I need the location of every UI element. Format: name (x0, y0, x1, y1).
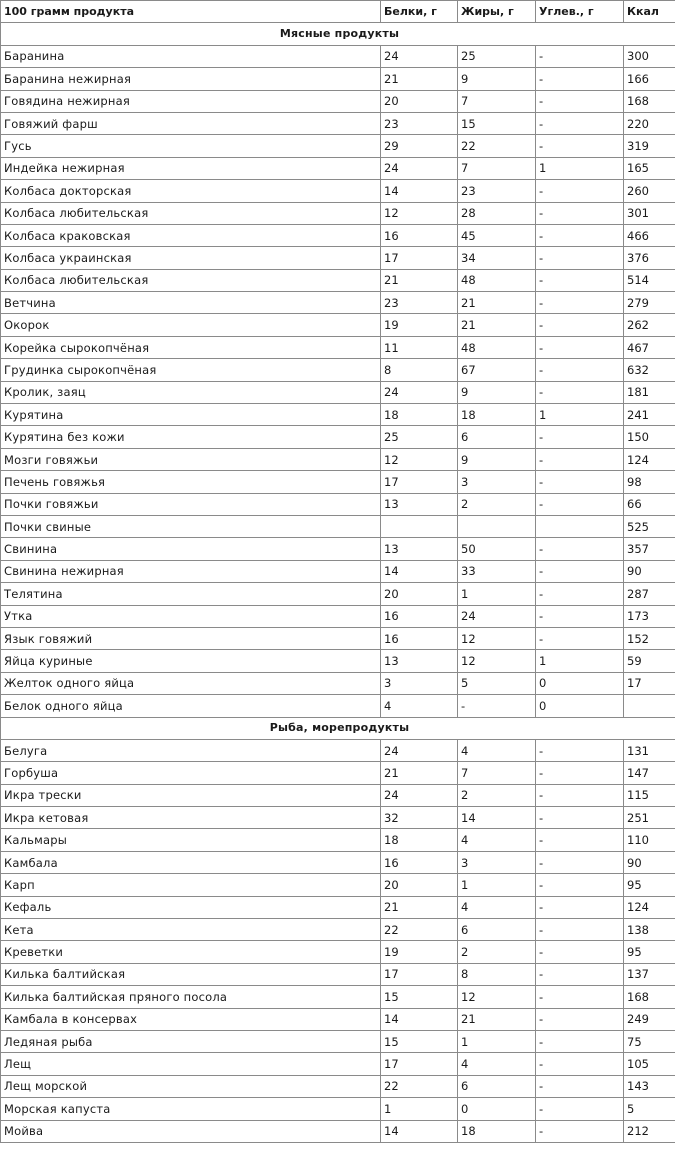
carbs-cell: - (536, 583, 624, 605)
table-row (1, 583, 675, 605)
product-name-cell: Килька балтийская (1, 963, 381, 985)
carbs-cell: - (536, 1008, 624, 1030)
table-row (1, 829, 675, 851)
kcal-cell: 138 (624, 919, 675, 941)
protein-cell: 8 (381, 359, 458, 381)
protein-cell: 14 (381, 560, 458, 582)
protein-cell: 14 (381, 180, 458, 202)
product-name-cell: Баранина нежирная (1, 68, 381, 90)
product-name-cell: Икра трески (1, 784, 381, 806)
carbs-cell: - (536, 269, 624, 291)
product-name-cell: Кролик, заяц (1, 381, 381, 403)
kcal-cell: 249 (624, 1008, 675, 1030)
protein-cell: 12 (381, 202, 458, 224)
product-name-cell: Язык говяжий (1, 627, 381, 649)
kcal-cell: 131 (624, 739, 675, 761)
table-row (1, 448, 675, 470)
fat-cell: 7 (458, 90, 536, 112)
fat-cell: 21 (458, 292, 536, 314)
kcal-cell: 59 (624, 650, 675, 672)
kcal-cell: 137 (624, 963, 675, 985)
carbs-cell: - (536, 986, 624, 1008)
protein-cell: 15 (381, 986, 458, 1008)
kcal-cell: 115 (624, 784, 675, 806)
section-header-row (1, 717, 675, 739)
product-name-cell: Желток одного яйца (1, 672, 381, 694)
kcal-cell: 147 (624, 762, 675, 784)
protein-cell: 21 (381, 762, 458, 784)
kcal-cell: 181 (624, 381, 675, 403)
kcal-cell: 168 (624, 986, 675, 1008)
carbs-cell: - (536, 874, 624, 896)
kcal-cell: 300 (624, 45, 675, 67)
protein-cell: 16 (381, 605, 458, 627)
kcal-cell: 466 (624, 224, 675, 246)
table-row (1, 1008, 675, 1030)
table-row (1, 112, 675, 134)
protein-cell: 20 (381, 874, 458, 896)
protein-cell: 17 (381, 247, 458, 269)
product-name-cell: Гусь (1, 135, 381, 157)
protein-cell: 18 (381, 404, 458, 426)
table-row (1, 672, 675, 694)
table-row (1, 986, 675, 1008)
table-row (1, 896, 675, 918)
carbs-cell: - (536, 605, 624, 627)
kcal-cell: 376 (624, 247, 675, 269)
product-name-cell: Колбаса любительская (1, 202, 381, 224)
header-carbs: Углев., г (536, 1, 624, 23)
protein-cell: 1 (381, 1098, 458, 1120)
kcal-cell: 287 (624, 583, 675, 605)
table-row (1, 68, 675, 90)
kcal-cell: 143 (624, 1075, 675, 1097)
carbs-cell: - (536, 807, 624, 829)
fat-cell: 18 (458, 1120, 536, 1142)
table-row (1, 650, 675, 672)
carbs-cell: - (536, 426, 624, 448)
fat-cell: 8 (458, 963, 536, 985)
product-name-cell: Печень говяжья (1, 471, 381, 493)
table-row (1, 851, 675, 873)
product-name-cell: Колбаса краковская (1, 224, 381, 246)
kcal-cell (624, 695, 675, 717)
product-name-cell: Белуга (1, 739, 381, 761)
kcal-cell: 301 (624, 202, 675, 224)
section-title: Мясные продукты (1, 23, 675, 45)
table-row (1, 538, 675, 560)
kcal-cell: 90 (624, 851, 675, 873)
table-row (1, 1098, 675, 1120)
product-name-cell: Говядина нежирная (1, 90, 381, 112)
carbs-cell: 1 (536, 404, 624, 426)
table-row (1, 493, 675, 515)
header-fat: Жиры, г (458, 1, 536, 23)
fat-cell: 5 (458, 672, 536, 694)
protein-cell: 24 (381, 739, 458, 761)
carbs-cell: - (536, 471, 624, 493)
fat-cell: 2 (458, 784, 536, 806)
carbs-cell: 1 (536, 157, 624, 179)
carbs-cell: - (536, 896, 624, 918)
protein-cell: 13 (381, 650, 458, 672)
kcal-cell: 251 (624, 807, 675, 829)
table-row (1, 515, 675, 537)
product-name-cell: Курятина без кожи (1, 426, 381, 448)
product-name-cell: Говяжий фарш (1, 112, 381, 134)
product-name-cell: Колбаса украинская (1, 247, 381, 269)
kcal-cell: 514 (624, 269, 675, 291)
fat-cell: 12 (458, 986, 536, 1008)
product-name-cell: Креветки (1, 941, 381, 963)
fat-cell: 7 (458, 762, 536, 784)
carbs-cell: - (536, 538, 624, 560)
carbs-cell: - (536, 851, 624, 873)
fat-cell: 1 (458, 874, 536, 896)
table-row (1, 605, 675, 627)
kcal-cell: 98 (624, 471, 675, 493)
carbs-cell: - (536, 359, 624, 381)
fat-cell: 25 (458, 45, 536, 67)
product-name-cell: Колбаса докторская (1, 180, 381, 202)
section-header-row (1, 23, 675, 45)
header-kcal: Ккал (624, 1, 675, 23)
protein-cell: 21 (381, 68, 458, 90)
carbs-cell: - (536, 493, 624, 515)
kcal-cell: 5 (624, 1098, 675, 1120)
table-row (1, 269, 675, 291)
fat-cell: 1 (458, 583, 536, 605)
protein-cell: 22 (381, 919, 458, 941)
protein-cell: 32 (381, 807, 458, 829)
product-name-cell: Ледяная рыба (1, 1030, 381, 1052)
carbs-cell: - (536, 829, 624, 851)
kcal-cell: 124 (624, 896, 675, 918)
protein-cell: 11 (381, 336, 458, 358)
kcal-cell: 110 (624, 829, 675, 851)
table-row (1, 762, 675, 784)
product-name-cell: Морская капуста (1, 1098, 381, 1120)
fat-cell: 4 (458, 739, 536, 761)
fat-cell: 21 (458, 1008, 536, 1030)
product-name-cell: Телятина (1, 583, 381, 605)
carbs-cell: - (536, 448, 624, 470)
table-body (1, 23, 675, 1143)
table-row (1, 292, 675, 314)
protein-cell: 21 (381, 896, 458, 918)
table-row (1, 224, 675, 246)
kcal-cell: 150 (624, 426, 675, 448)
carbs-cell (536, 515, 624, 537)
kcal-cell: 66 (624, 493, 675, 515)
kcal-cell: 17 (624, 672, 675, 694)
fat-cell: 24 (458, 605, 536, 627)
table-row (1, 1075, 675, 1097)
table-row (1, 739, 675, 761)
kcal-cell: 525 (624, 515, 675, 537)
product-name-cell: Камбала (1, 851, 381, 873)
product-name-cell: Кальмары (1, 829, 381, 851)
table-row (1, 874, 675, 896)
fat-cell: 12 (458, 650, 536, 672)
product-name-cell: Лещ морской (1, 1075, 381, 1097)
kcal-cell: 467 (624, 336, 675, 358)
protein-cell: 16 (381, 851, 458, 873)
carbs-cell: 0 (536, 672, 624, 694)
protein-cell: 20 (381, 90, 458, 112)
product-name-cell: Почки говяжьи (1, 493, 381, 515)
product-name-cell: Горбуша (1, 762, 381, 784)
kcal-cell: 166 (624, 68, 675, 90)
fat-cell (458, 515, 536, 537)
carbs-cell: - (536, 381, 624, 403)
table-row (1, 247, 675, 269)
kcal-cell: 319 (624, 135, 675, 157)
fat-cell: 9 (458, 68, 536, 90)
kcal-cell: 173 (624, 605, 675, 627)
fat-cell: 18 (458, 404, 536, 426)
protein-cell: 3 (381, 672, 458, 694)
product-name-cell: Белок одного яйца (1, 695, 381, 717)
fat-cell: 4 (458, 1053, 536, 1075)
carbs-cell: 1 (536, 650, 624, 672)
kcal-cell: 220 (624, 112, 675, 134)
protein-cell: 13 (381, 493, 458, 515)
carbs-cell: - (536, 627, 624, 649)
table-row (1, 919, 675, 941)
product-name-cell: Мойва (1, 1120, 381, 1142)
carbs-cell: - (536, 1030, 624, 1052)
fat-cell: 45 (458, 224, 536, 246)
product-name-cell: Мозги говяжьи (1, 448, 381, 470)
fat-cell: 3 (458, 851, 536, 873)
table-row (1, 404, 675, 426)
fat-cell: 48 (458, 269, 536, 291)
kcal-cell: 168 (624, 90, 675, 112)
product-name-cell: Свинина (1, 538, 381, 560)
kcal-cell: 90 (624, 560, 675, 582)
carbs-cell: - (536, 68, 624, 90)
fat-cell: 14 (458, 807, 536, 829)
kcal-cell: 165 (624, 157, 675, 179)
table-row (1, 695, 675, 717)
fat-cell: 9 (458, 381, 536, 403)
header-protein: Белки, г (381, 1, 458, 23)
protein-cell: 21 (381, 269, 458, 291)
product-name-cell: Камбала в консервах (1, 1008, 381, 1030)
table-row (1, 1030, 675, 1052)
table-row (1, 381, 675, 403)
kcal-cell: 95 (624, 941, 675, 963)
product-name-cell: Корейка сырокопчёная (1, 336, 381, 358)
kcal-cell: 152 (624, 627, 675, 649)
product-name-cell: Свинина нежирная (1, 560, 381, 582)
fat-cell: 2 (458, 941, 536, 963)
carbs-cell: 0 (536, 695, 624, 717)
table-row (1, 135, 675, 157)
product-name-cell: Кета (1, 919, 381, 941)
table-row (1, 1120, 675, 1142)
protein-cell: 25 (381, 426, 458, 448)
protein-cell: 16 (381, 627, 458, 649)
fat-cell: 48 (458, 336, 536, 358)
fat-cell: 22 (458, 135, 536, 157)
protein-cell (381, 515, 458, 537)
section-title: Рыба, морепродукты (1, 717, 675, 739)
table-row (1, 784, 675, 806)
kcal-cell: 212 (624, 1120, 675, 1142)
protein-cell: 4 (381, 695, 458, 717)
product-name-cell: Курятина (1, 404, 381, 426)
fat-cell: 6 (458, 919, 536, 941)
kcal-cell: 632 (624, 359, 675, 381)
table-row (1, 45, 675, 67)
table-row (1, 336, 675, 358)
product-name-cell: Окорок (1, 314, 381, 336)
product-name-cell: Кефаль (1, 896, 381, 918)
table-row (1, 202, 675, 224)
carbs-cell: - (536, 247, 624, 269)
kcal-cell: 105 (624, 1053, 675, 1075)
protein-cell: 15 (381, 1030, 458, 1052)
protein-cell: 24 (381, 45, 458, 67)
kcal-cell: 95 (624, 874, 675, 896)
fat-cell: 3 (458, 471, 536, 493)
fat-cell: 12 (458, 627, 536, 649)
protein-cell: 18 (381, 829, 458, 851)
carbs-cell: - (536, 112, 624, 134)
product-name-cell: Грудинка сырокопчёная (1, 359, 381, 381)
protein-cell: 20 (381, 583, 458, 605)
fat-cell: 4 (458, 896, 536, 918)
fat-cell: 21 (458, 314, 536, 336)
carbs-cell: - (536, 1098, 624, 1120)
fat-cell: 6 (458, 1075, 536, 1097)
table-row (1, 941, 675, 963)
carbs-cell: - (536, 135, 624, 157)
carbs-cell: - (536, 963, 624, 985)
carbs-cell: - (536, 45, 624, 67)
table-row (1, 180, 675, 202)
protein-cell: 14 (381, 1008, 458, 1030)
carbs-cell: - (536, 1075, 624, 1097)
table-row (1, 426, 675, 448)
protein-cell: 14 (381, 1120, 458, 1142)
protein-cell: 23 (381, 112, 458, 134)
carbs-cell: - (536, 739, 624, 761)
table-row (1, 963, 675, 985)
product-name-cell: Почки свиные (1, 515, 381, 537)
protein-cell: 19 (381, 314, 458, 336)
product-name-cell: Килька балтийская пряного посола (1, 986, 381, 1008)
product-name-cell: Икра кетовая (1, 807, 381, 829)
fat-cell: 67 (458, 359, 536, 381)
carbs-cell: - (536, 919, 624, 941)
kcal-cell: 241 (624, 404, 675, 426)
product-name-cell: Лещ (1, 1053, 381, 1075)
carbs-cell: - (536, 941, 624, 963)
product-name-cell: Карп (1, 874, 381, 896)
table-row (1, 157, 675, 179)
protein-cell: 29 (381, 135, 458, 157)
fat-cell: 2 (458, 493, 536, 515)
table-row (1, 560, 675, 582)
protein-cell: 24 (381, 381, 458, 403)
product-name-cell: Колбаса любительская (1, 269, 381, 291)
kcal-cell: 279 (624, 292, 675, 314)
protein-cell: 13 (381, 538, 458, 560)
fat-cell: 4 (458, 829, 536, 851)
fat-cell: 1 (458, 1030, 536, 1052)
kcal-cell: 357 (624, 538, 675, 560)
fat-cell: 15 (458, 112, 536, 134)
table-row (1, 807, 675, 829)
table-row (1, 627, 675, 649)
carbs-cell: - (536, 762, 624, 784)
table-row (1, 1053, 675, 1075)
protein-cell: 16 (381, 224, 458, 246)
table-row (1, 359, 675, 381)
protein-cell: 23 (381, 292, 458, 314)
protein-cell: 24 (381, 157, 458, 179)
product-name-cell: Индейка нежирная (1, 157, 381, 179)
product-name-cell: Яйца куриные (1, 650, 381, 672)
header-product: 100 грамм продукта (1, 1, 381, 23)
carbs-cell: - (536, 90, 624, 112)
fat-cell: 7 (458, 157, 536, 179)
fat-cell: 28 (458, 202, 536, 224)
fat-cell: 0 (458, 1098, 536, 1120)
protein-cell: 19 (381, 941, 458, 963)
kcal-cell: 260 (624, 180, 675, 202)
table-row (1, 90, 675, 112)
fat-cell: 50 (458, 538, 536, 560)
carbs-cell: - (536, 1053, 624, 1075)
carbs-cell: - (536, 180, 624, 202)
carbs-cell: - (536, 292, 624, 314)
product-name-cell: Ветчина (1, 292, 381, 314)
kcal-cell: 75 (624, 1030, 675, 1052)
fat-cell: 34 (458, 247, 536, 269)
fat-cell: - (458, 695, 536, 717)
carbs-cell: - (536, 224, 624, 246)
protein-cell: 24 (381, 784, 458, 806)
kcal-cell: 262 (624, 314, 675, 336)
fat-cell: 9 (458, 448, 536, 470)
carbs-cell: - (536, 784, 624, 806)
kcal-cell: 124 (624, 448, 675, 470)
fat-cell: 23 (458, 180, 536, 202)
product-name-cell: Утка (1, 605, 381, 627)
carbs-cell: - (536, 1120, 624, 1142)
product-name-cell: Баранина (1, 45, 381, 67)
carbs-cell: - (536, 336, 624, 358)
carbs-cell: - (536, 314, 624, 336)
protein-cell: 17 (381, 1053, 458, 1075)
table-row (1, 314, 675, 336)
protein-cell: 17 (381, 963, 458, 985)
fat-cell: 6 (458, 426, 536, 448)
table-row (1, 471, 675, 493)
header-row (1, 1, 675, 23)
protein-cell: 22 (381, 1075, 458, 1097)
protein-cell: 12 (381, 448, 458, 470)
protein-cell: 17 (381, 471, 458, 493)
fat-cell: 33 (458, 560, 536, 582)
carbs-cell: - (536, 202, 624, 224)
carbs-cell: - (536, 560, 624, 582)
